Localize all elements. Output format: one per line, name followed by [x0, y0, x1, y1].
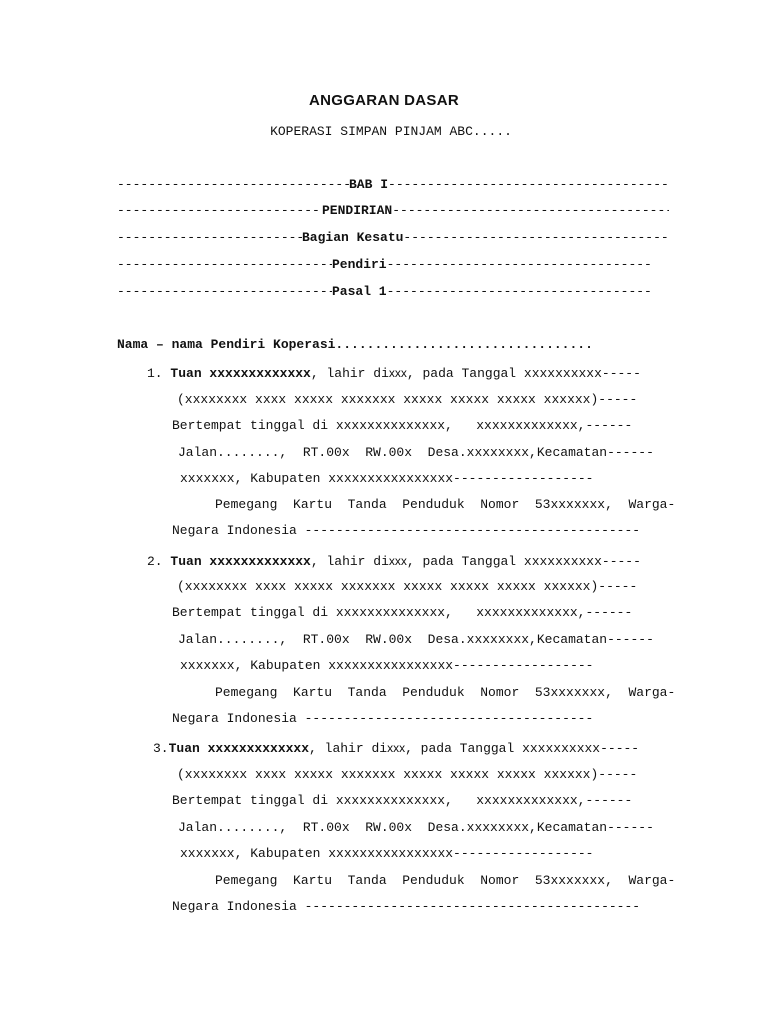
founder-regency: xxxxxxx, Kabupaten xxxxxxxxxxxxxxxx------------------ [180, 471, 594, 486]
heading-pasal [117, 284, 650, 300]
heading-pendirian [117, 203, 669, 219]
founder-residence: Bertempat tinggal di xxxxxxxxxxxxxx, xxxxxxxxxxxxx,------ [172, 793, 633, 808]
founder-residence: Bertempat tinggal di xxxxxxxxxxxxxx, xxxxxxxxxxxxx,------ [172, 605, 633, 620]
birth-place: xxx [388, 366, 407, 380]
founder-street: Jalan........, RT.00x RW.00x Desa.xxxxxxxx,Kecamatan------ [178, 445, 654, 460]
founder-heading [147, 553, 641, 570]
founder-id-card: Pemegang Kartu Tanda Penduduk Nomor 53xxxxxxx, Warga- [215, 873, 676, 888]
founder-citizenship: Negara Indonesia ------------------------------------- [172, 711, 594, 726]
founder-id-card: Pemegang Kartu Tanda Penduduk Nomor 53xxxxxxx, Warga- [215, 685, 676, 700]
birth-suffix: , pada Tanggal xxxxxxxxxx----- [406, 366, 641, 381]
heading-label: PENDIRIAN [322, 203, 393, 218]
founder-street: Jalan........, RT.00x RW.00x Desa.xxxxxxxx,Kecamatan------ [178, 632, 654, 647]
heading-bab [117, 177, 669, 193]
heading-label: BAB I [349, 177, 389, 192]
birth-prefix: , lahir di [310, 366, 389, 381]
founder-number: 3. [153, 741, 169, 756]
founder-id-card: Pemegang Kartu Tanda Penduduk Nomor 53xxxxxxx, Warga- [215, 497, 676, 512]
document-title: ANGGARAN DASAR [308, 92, 460, 109]
founder-citizenship: Negara Indonesia ------------------------------------------- [172, 899, 641, 914]
heading-bagian [117, 230, 669, 246]
founder-date: (xxxxxxxx xxxx xxxxx xxxxxxx xxxxx xxxxx xxxxx xxxxxx)----- [177, 579, 638, 594]
founder-street: Jalan........, RT.00x RW.00x Desa.xxxxxxxx,Kecamatan------ [178, 820, 654, 835]
birth-prefix: , lahir di [309, 741, 388, 756]
document-subtitle: KOPERASI SIMPAN PINJAM ABC..... [270, 124, 512, 139]
founder-number: 1. [147, 366, 163, 381]
birth-suffix: , pada Tanggal xxxxxxxxxx----- [406, 554, 641, 569]
founder-name: Tuan xxxxxxxxxxxxx [168, 741, 310, 756]
founder-residence: Bertempat tinggal di xxxxxxxxxxxxxx, xxxxxxxxxxxxx,------ [172, 418, 633, 433]
founder-name: Tuan xxxxxxxxxxxxx [170, 554, 311, 569]
founder-heading [153, 740, 639, 757]
founder-regency: xxxxxxx, Kabupaten xxxxxxxxxxxxxxxx------------------ [180, 658, 594, 673]
founder-date: (xxxxxxxx xxxx xxxxx xxxxxxx xxxxx xxxxx xxxxx xxxxxx)----- [177, 767, 638, 782]
birth-place: xxx [388, 554, 407, 568]
heading-label: Pasal 1 [332, 284, 387, 299]
heading-pendiri [117, 257, 650, 273]
heading-label: Pendiri [332, 257, 387, 272]
birth-prefix: , lahir di [310, 554, 389, 569]
founder-name: Tuan xxxxxxxxxxxxx [170, 366, 311, 381]
founder-number: 2. [147, 554, 163, 569]
founder-regency: xxxxxxx, Kabupaten xxxxxxxxxxxxxxxx------------------ [180, 846, 594, 861]
heading-label: Bagian Kesatu [302, 230, 404, 245]
founders-intro: Nama – nama Pendiri Koperasi................................. [117, 337, 593, 352]
founder-heading [147, 365, 641, 382]
birth-place: xxx [387, 741, 406, 755]
founder-citizenship: Negara Indonesia ------------------------------------------- [172, 523, 641, 538]
founder-date: (xxxxxxxx xxxx xxxxx xxxxxxx xxxxx xxxxx xxxxx xxxxxx)----- [177, 392, 638, 407]
birth-suffix: , pada Tanggal xxxxxxxxxx----- [405, 741, 640, 756]
